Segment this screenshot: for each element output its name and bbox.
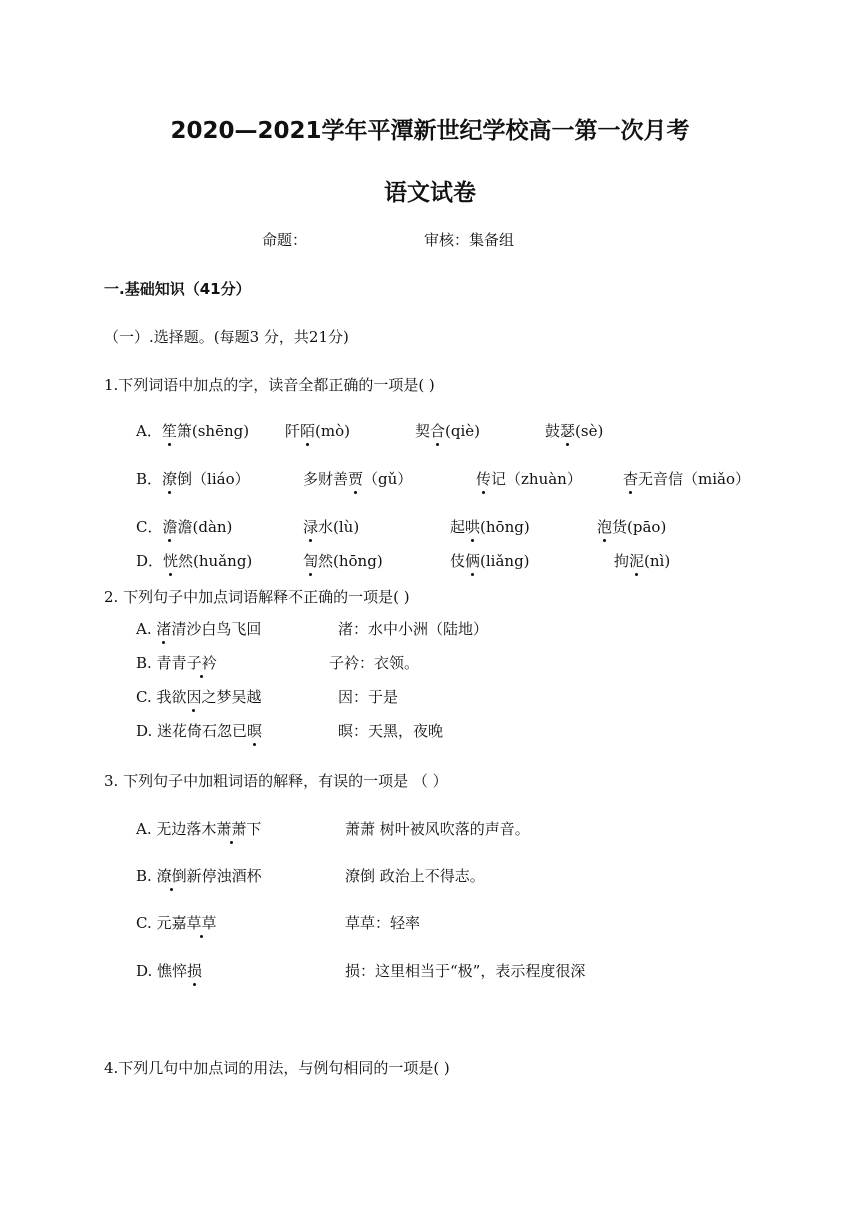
- q1-option-d-item: 訇然(hōng): [303, 552, 383, 570]
- exam-title: 2020—2021学年平潭新世纪学校高一第一次月考: [170, 118, 690, 144]
- q3-option-c-explanation: 草草：轻率: [345, 914, 421, 932]
- q1-option-a-item: 鼓瑟(sè): [545, 422, 604, 440]
- question-4-stem: 4.下列几句中加点词的用法，与例句相同的一项是( ): [104, 1059, 450, 1077]
- section-heading: 一.基础知识（41分）: [104, 280, 251, 298]
- q3-option-a-explanation: 萧萧 树叶被风吹落的声音。: [345, 820, 530, 838]
- q1-option-d-item: 伎俩(liǎng): [450, 552, 530, 570]
- q1-option-a-item: 契合(qiè): [415, 422, 481, 440]
- proposer-label: 命题：: [262, 231, 308, 249]
- q1-option-c-item: C．澹澹(dàn): [136, 518, 233, 536]
- part-heading: （一）.选择题。(每题3 分，共21分): [104, 328, 349, 346]
- exam-subtitle: 语文试卷: [384, 180, 476, 206]
- q2-option-a: A. 渚清沙白鸟飞回: [136, 620, 262, 638]
- q2-option-c-explanation: 因：于是: [338, 688, 399, 706]
- q2-option-b-explanation: 子衿：衣领。: [329, 654, 420, 672]
- q1-option-a-item: A．笙箫(shēng): [136, 422, 250, 440]
- q1-option-d-item: 拘泥(nì): [614, 552, 671, 570]
- q3-option-d: D. 憔悴损: [136, 962, 203, 980]
- q1-option-a-item: 阡陌(mò): [285, 422, 350, 440]
- q1-option-c-item: 起哄(hōng): [450, 518, 530, 536]
- q1-option-c-item: 渌水(lù): [303, 518, 360, 536]
- q1-option-b-item: B．潦倒（liáo）: [136, 470, 250, 488]
- q3-option-a: A. 无边落木萧萧下: [136, 820, 262, 838]
- q1-option-b-item: 杳无音信（miǎo）: [623, 470, 751, 488]
- q1-option-c-item: 泡货(pāo): [597, 518, 667, 536]
- question-1-stem: 1.下列词语中加点的字，读音全都正确的一项是( ): [104, 376, 435, 394]
- q3-option-b-explanation: 潦倒 政治上不得志。: [345, 867, 485, 885]
- q2-option-b: B. 青青子衿: [136, 654, 217, 672]
- question-3-stem: 3. 下列句子中加粗词语的解释，有误的一项是 （ ）: [104, 772, 448, 790]
- question-2-stem: 2. 下列句子中加点词语解释不正确的一项是( ): [104, 588, 410, 606]
- q2-option-d: D. 迷花倚石忽已暝: [136, 722, 263, 740]
- q2-option-d-explanation: 暝：天黑，夜晚: [338, 722, 444, 740]
- q2-option-a-explanation: 渚：水中小洲（陆地）: [338, 620, 489, 638]
- q3-option-c: C. 元嘉草草: [136, 914, 217, 932]
- reviewer-label: 审核：集备组: [424, 231, 515, 249]
- q1-option-d-item: D．恍然(huǎng): [136, 552, 253, 570]
- q2-option-c: C. 我欲因之梦吴越: [136, 688, 262, 706]
- q3-option-b: B. 潦倒新停浊酒杯: [136, 867, 262, 885]
- q1-option-b-item: 传记（zhuàn）: [476, 470, 582, 488]
- q3-option-d-explanation: 损：这里相当于“极”，表示程度很深: [345, 962, 586, 980]
- q1-option-b-item: 多财善贾（gǔ）: [303, 470, 413, 488]
